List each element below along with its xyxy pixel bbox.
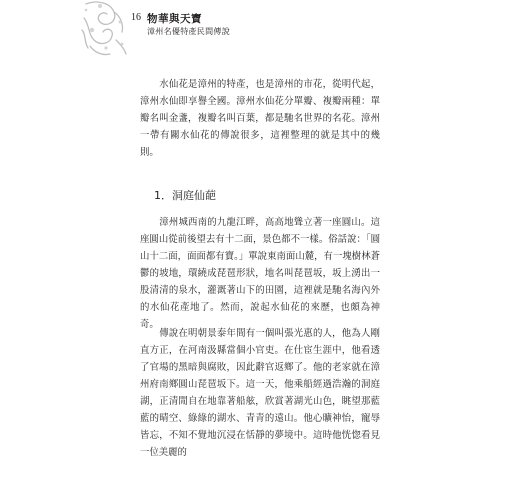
floral-ornament-icon	[80, 0, 128, 58]
body-paragraph	[140, 325, 380, 461]
page-number: 16	[131, 12, 141, 23]
paragraph-text: 漳州城西南的九龍江畔，高高地聳立著一座圓山。這座圓山從前後望去有十二面，景色都不一樣。俗話說：「圓山十二面，面面都有寶。」單說東南面山麓，有一塊樹林蒼鬱的坡地，環繞成琵琶形狀，地名叫琵琶坂，坂上湧出一股清清的泉水，灌溉著山下的田園，這裡就是馳名海內外的水仙花產地了。然而，說起水仙花的來歷，也頗為神奇。	[140, 217, 380, 330]
paragraph-text: 傳說在明朝景泰年間有一個叫張光惠的人，他為人剛直方正，在河南汲縣當個小官吏。在仕宦生涯中，他看透了官場的黑暗與腐敗，因此辭官返鄉了。他的老家就在漳州府南鄉圓山琵琶坂下。這一天，他乘船經過浩瀚的洞庭湖，正清閒自在地靠著船舷，欣賞著湖光山色，眺望那藍藍的晴空、綠綠的湖水、青青的遠山。他心曠神怡，寵辱皆忘，不知不覺地沉浸在恬靜的夢境中。這時他恍惚看見一位美麗的	[140, 328, 380, 458]
intro-text: 水仙花是漳州的特產，也是漳州的市花，從明代起，漳州水仙即享譽全國。漳州水仙花分單瓣、複瓣兩種：單瓣名叫金盞，複瓣名叫百葉，都是馳名世界的名花。漳州一帶有關水仙花的傳說很多，這裡整理的就是其中的幾則。	[140, 79, 380, 158]
section-heading: 1．洞庭仙葩	[154, 189, 216, 202]
book-subtitle: 漳州名優特產民間傳說	[147, 27, 230, 36]
book-title: 物華與天寶	[147, 13, 202, 25]
body-paragraph	[140, 214, 380, 333]
intro-paragraph	[140, 76, 380, 161]
